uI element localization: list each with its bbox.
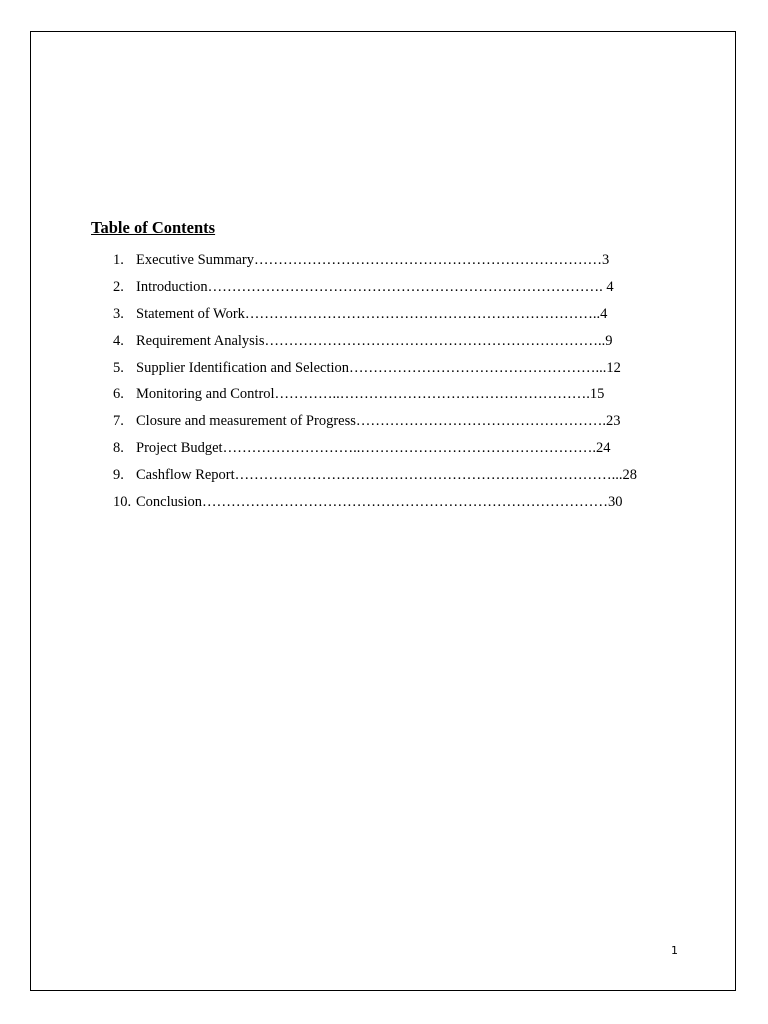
toc-entry: [113, 305, 608, 332]
toc-title: Table of Contents: [91, 218, 216, 237]
toc-entry-number: 3.: [113, 305, 124, 322]
toc-entry-text: Requirement Analysis……………………………………………………………..9: [136, 332, 613, 349]
document-page: [30, 31, 736, 991]
toc-entry-number: 6.: [113, 386, 124, 403]
toc-list: [113, 251, 638, 520]
toc-entry: [113, 412, 621, 439]
toc-entry-text: Conclusion…………………………………………………………………………30: [136, 494, 623, 511]
toc-entry-text: Supplier Identification and Selection……………………………………………...12: [136, 359, 621, 376]
toc-entry-text: Monitoring and Control…………..…………………………………………….15: [136, 386, 605, 403]
toc-entry-text: Statement of Work………………………………………………………………..4: [136, 305, 608, 322]
toc-entry-number: 2.: [113, 278, 124, 295]
toc-entry: [113, 493, 623, 520]
page-number: 1: [671, 944, 678, 957]
toc-entry-number: 8.: [113, 440, 124, 457]
toc-entry-number: 4.: [113, 332, 124, 349]
toc-entry: [113, 359, 621, 386]
toc-entry-number: 5.: [113, 359, 124, 376]
toc-entry: [113, 439, 611, 466]
toc-entry: [113, 332, 613, 359]
toc-entry-text: Project Budget………………………..………………………………………….24: [136, 440, 611, 457]
toc-entry: [113, 385, 605, 412]
toc-entry-text: Closure and measurement of Progress…………………………………………….23: [136, 413, 621, 430]
toc-entry: [113, 466, 638, 493]
toc-entry-text: Introduction………………………………………………………………………. 4: [136, 278, 614, 295]
toc-entry-number: 9.: [113, 467, 124, 484]
toc-entry-number: 10.: [113, 494, 132, 511]
toc-entry-text: Executive Summary………………………………………………………………3: [136, 252, 610, 268]
toc-entry-number: 7.: [113, 413, 124, 430]
toc-entry-number: 1.: [113, 252, 124, 268]
toc-entry-text: Cashflow Report……………………………………………………………………...28: [136, 467, 638, 484]
toc-entry: [113, 251, 610, 278]
toc-entry: [113, 278, 614, 305]
